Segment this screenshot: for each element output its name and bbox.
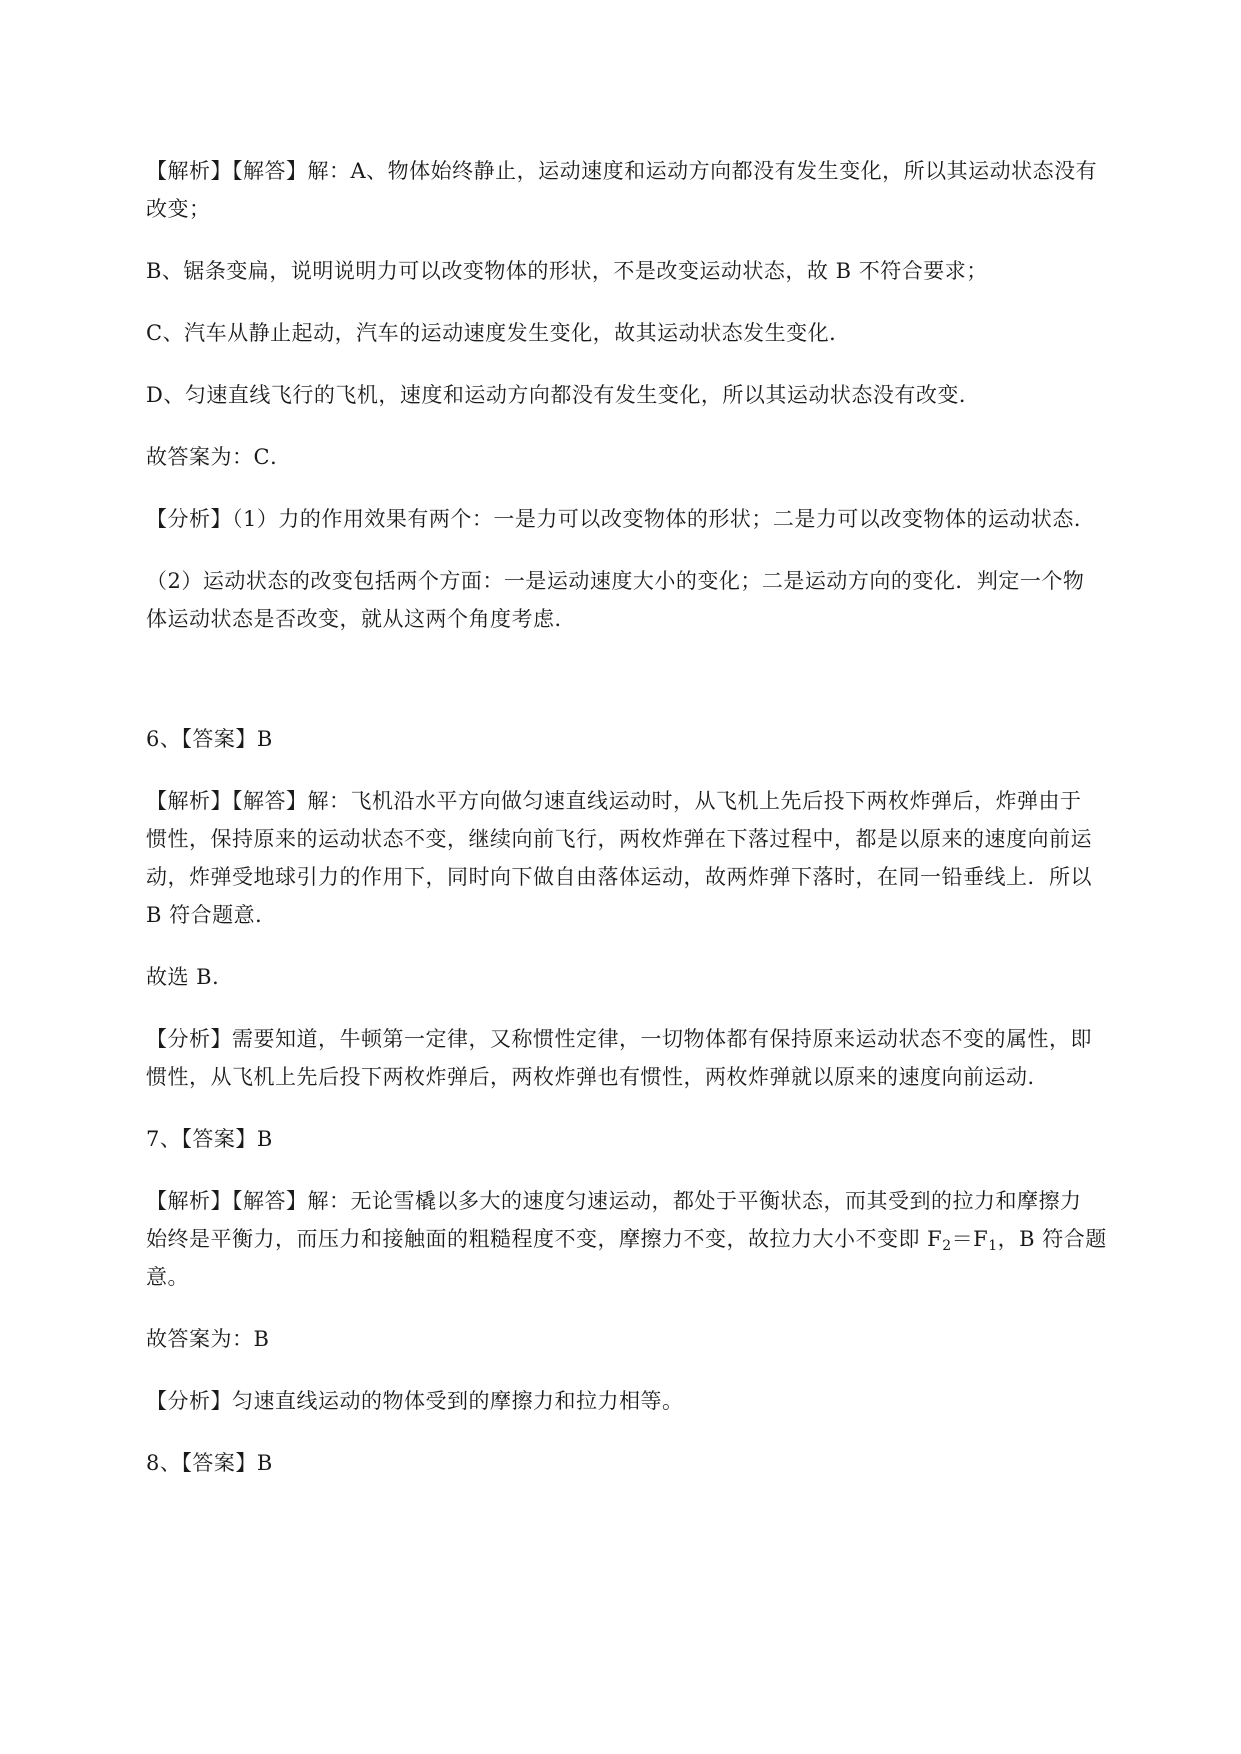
q6-solution-line3: 动，炸弹受地球引力的作用下，同时向下做自由落体运动，故两炸弹下落时，在同一铅垂线上．所以 [146,865,1092,889]
q6-solution [146,782,1146,934]
q7-answer: 7、【答案】B [146,1127,273,1151]
q5-conclusion: 故答案为：C． [146,445,292,469]
subscript-2: 2 [942,1238,952,1254]
q5-analysis-1: 【分析】（1）力的作用效果有两个：一是力可以改变物体的形状；二是力可以改变物体的运动状态． [146,507,1096,531]
q5-analysis-2 [146,562,1146,638]
q5-analysis-a-line2: 改变； [146,197,211,221]
q8-answer: 8、【答案】B [146,1451,273,1475]
document-page [146,152,1146,1506]
q5-analysis-a-line1: 【解析】【解答】解：A、物体始终静止，运动速度和运动方向都没有发生变化，所以其运动状态没有 [146,159,1098,183]
q7-solution-line3: 意。 [146,1265,189,1289]
q7-solution-line2: 始终是平衡力，而压力和接触面的粗糙程度不变，摩擦力不变，故拉力大小不变即 $F_2=F_1$，B 符合题 [146,1227,1107,1254]
q5-analysis-option-a [146,152,1146,228]
q7-solution-line1: 【解析】【解答】解：无论雪橇以多大的速度匀速运动，都处于平衡状态，而其受到的拉力和摩擦力 [146,1189,1082,1213]
section-spacer [146,662,1146,720]
q6-analysis-line1: 【分析】需要知道，牛顿第一定律，又称惯性定律，一切物体都有保持原来运动状态不变的属性，即 [146,1027,1092,1051]
q7-solution [146,1182,1146,1296]
q5-analysis-2-line1: （2）运动状态的改变包括两个方面：一是运动速度大小的变化；二是运动方向的变化．判定一个物 [146,569,1085,593]
q7-analysis: 【分析】匀速直线运动的物体受到的摩擦力和拉力相等。 [146,1389,684,1413]
q6-solution-line1: 【解析】【解答】解：飞机沿水平方向做匀速直线运动时，从飞机上先后投下两枚炸弹后，炸弹由于 [146,789,1082,813]
q6-conclusion: 故选 B． [146,965,234,989]
q5-analysis-2-line2: 体运动状态是否改变，就从这两个角度考虑． [146,607,576,631]
q7-conclusion: 故答案为：B [146,1327,270,1351]
q6-solution-line4: B 符合题意． [146,903,277,927]
q5-option-c: C、汽车从静止起动，汽车的运动速度发生变化，故其运动状态发生变化． [146,321,851,345]
q6-analysis [146,1020,1146,1096]
q5-option-d: D、匀速直线飞行的飞机，速度和运动方向都没有发生变化，所以其运动状态没有改变． [146,383,981,407]
q6-solution-line2: 惯性，保持原来的运动状态不变，继续向前飞行，两枚炸弹在下落过程中，都是以原来的速度向前运 [146,827,1092,851]
q5-option-b: B、锯条变扁，说明说明力可以改变物体的形状，不是改变运动状态，故 B 不符合要求； [146,259,988,283]
q6-analysis-line2: 惯性，从飞机上先后投下两枚炸弹后，两枚炸弹也有惯性，两枚炸弹就以原来的速度向前运动． [146,1065,1049,1089]
subscript-1: 1 [988,1238,998,1254]
q6-answer: 6、【答案】B [146,727,273,751]
